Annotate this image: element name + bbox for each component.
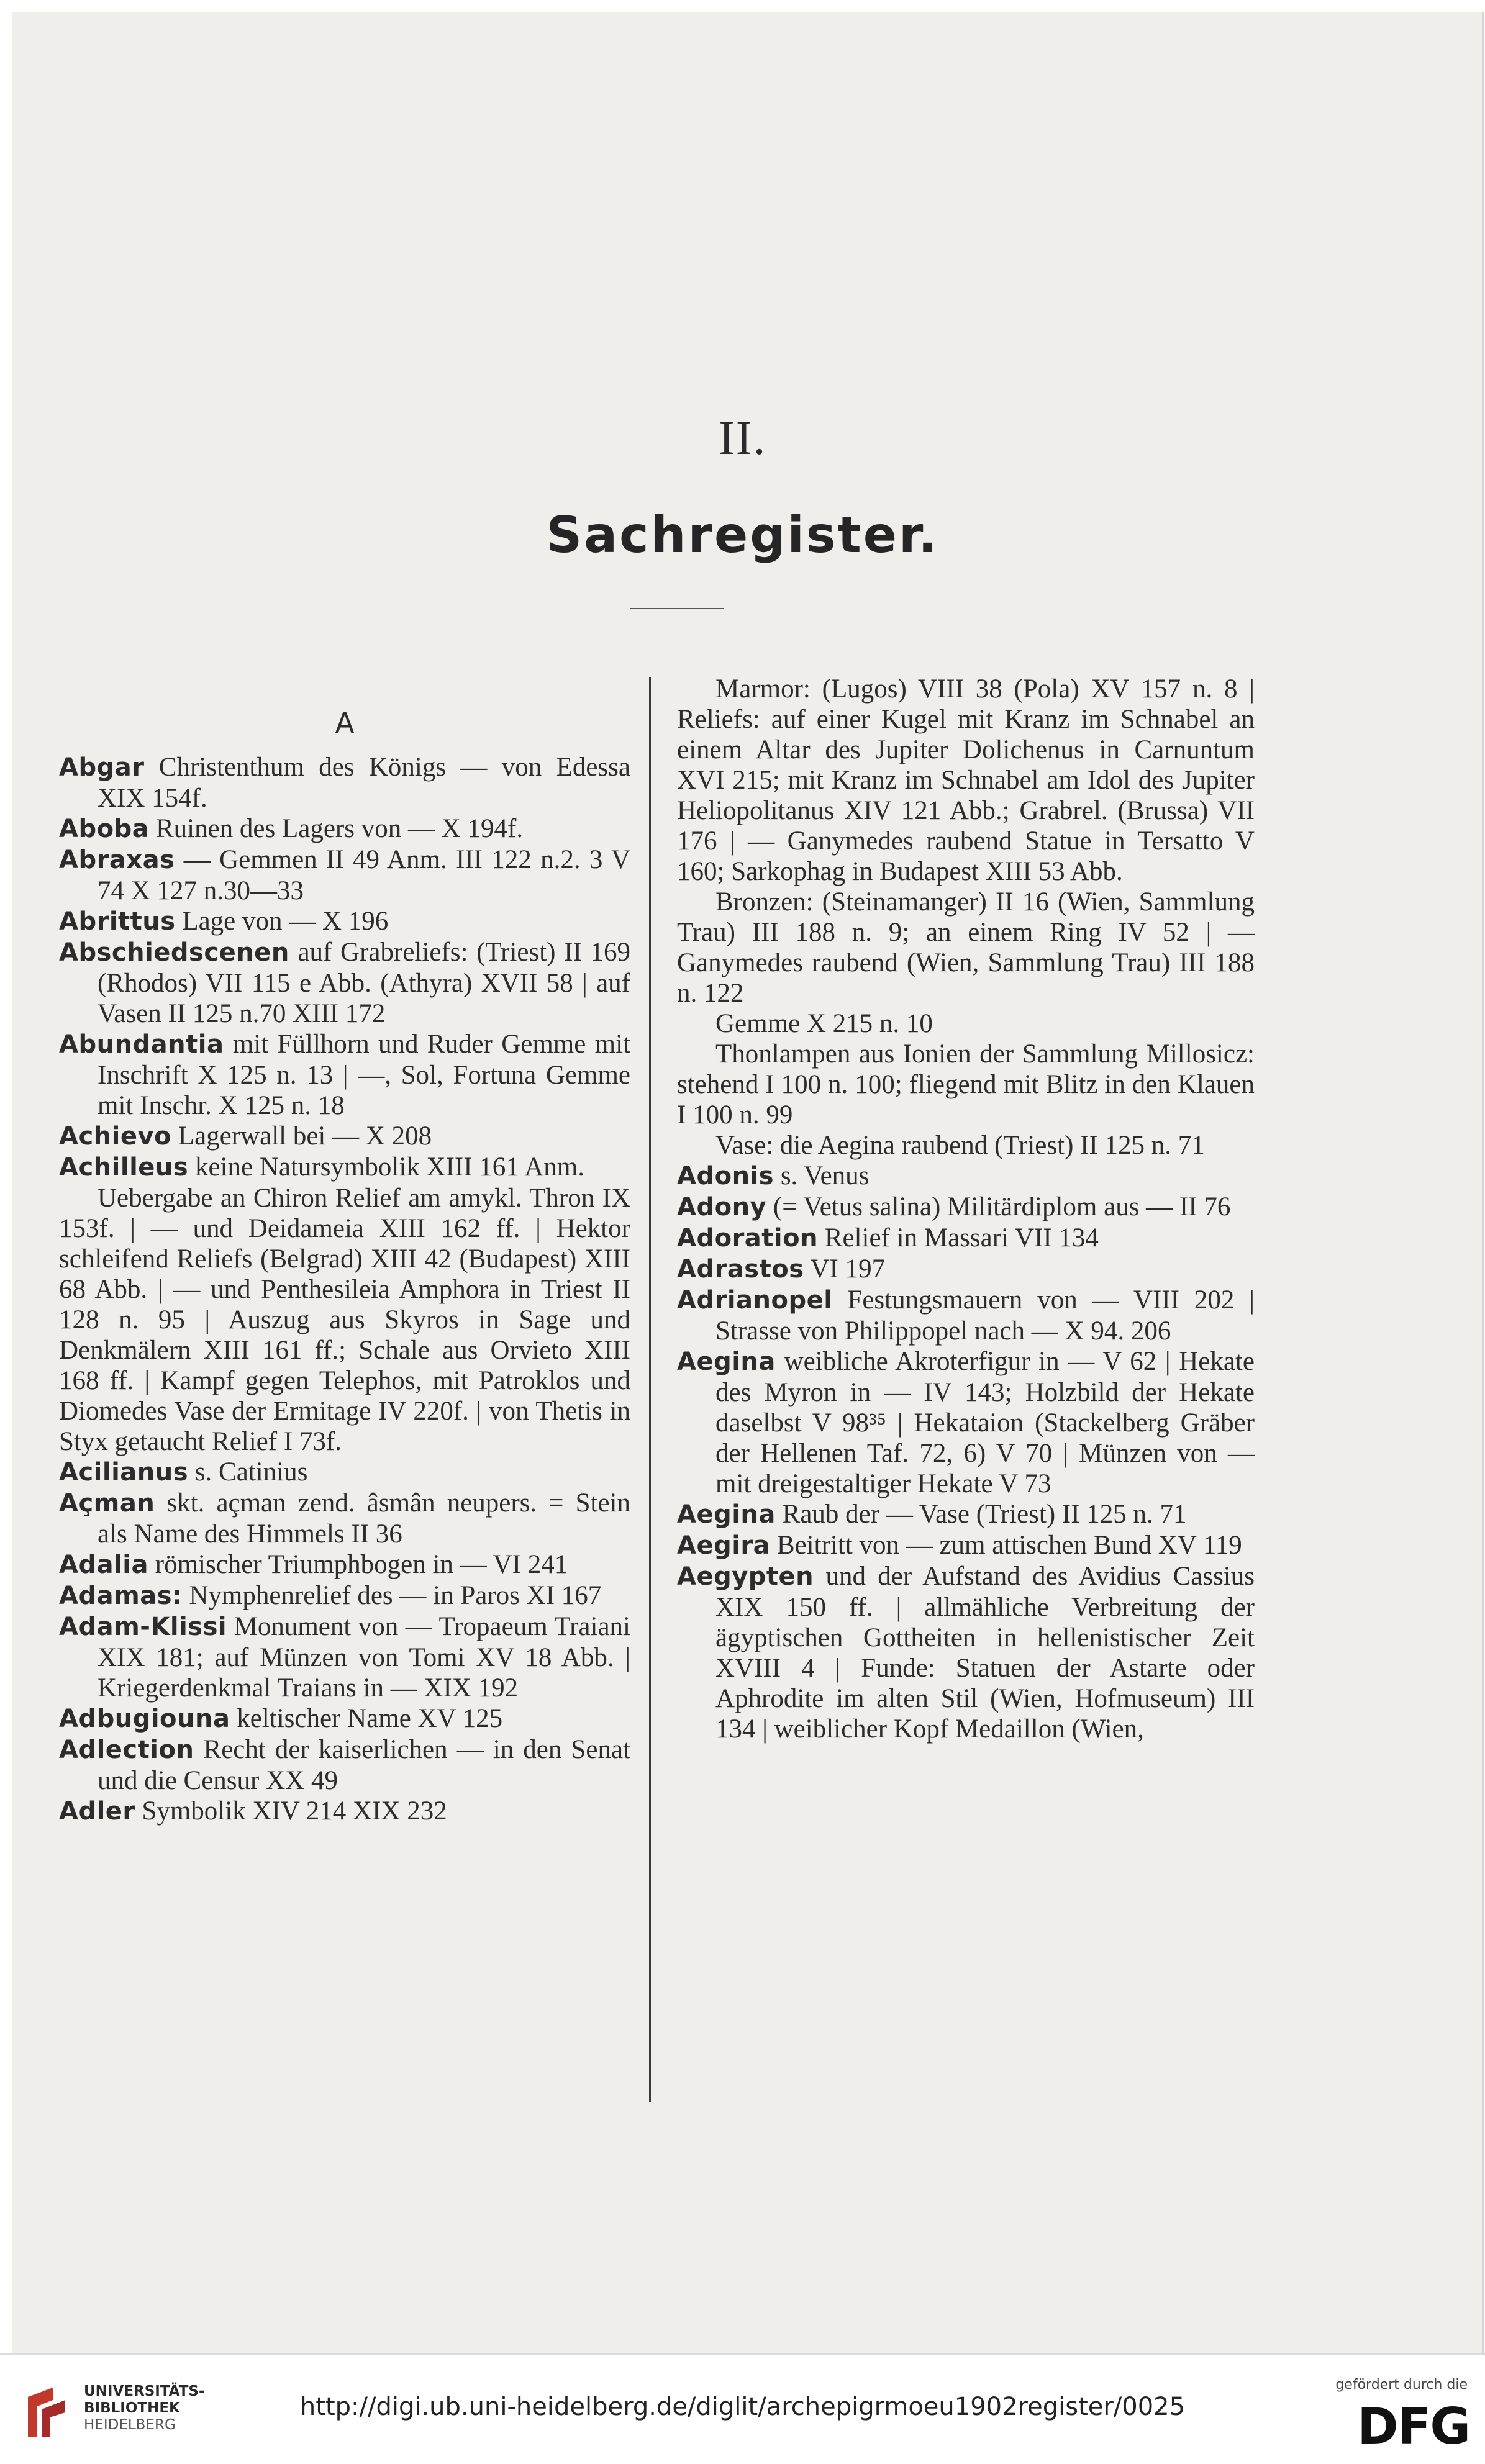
section-number: II. [718,410,767,464]
index-entry [59,1029,630,1121]
entry-keyword: Adony [677,1193,767,1221]
column-divider [649,677,651,2102]
entry-keyword: Adamas: [59,1582,183,1610]
entry-keyword: Adalia [59,1551,148,1579]
entry-keyword: Adler [59,1797,135,1826]
entry-keyword: Adlection [59,1736,194,1764]
entry-text: weibliche Akroterfigur in — V 62 | Hekate des Myron in — IV 143; Holzbild der Hekate daselbst V 98³⁵ | Hekataion (Stackelberg Gräber der Hellenen Taf. 72, 6) V 70 | Münzen von — mit dreigestaltiger Hekate V 73 [715,1347,1255,1498]
index-entry [59,1488,630,1549]
entry-text: keltischer Name XV 125 [230,1704,503,1733]
funding-label: gefördert durch die [1335,2377,1468,2393]
entry-text: Gemme X 215 n. 10 [715,1009,933,1038]
entry-text: Nymphenrelief des — in Paros XI 167 [182,1581,602,1610]
entry-text: (= Vetus salina) Militärdiplom aus — II 76 [766,1192,1231,1221]
entry-text: skt. açman zend. âsmân neupers. = Stein als Name des Himmels II 36 [98,1488,630,1549]
entry-keyword: Abschiedscenen [59,938,289,967]
entry-text: Raub der — Vase (Triest) II 125 n. 71 [775,1500,1187,1529]
index-entry [59,1549,630,1580]
index-entry [59,845,630,906]
entry-text: — Gemmen II 49 Anm. III 122 n.2. 3 V 74 X 127 n.30—33 [98,845,630,905]
page-title: Sachregister. [546,506,939,564]
index-entry [59,1796,630,1827]
entry-keyword: Adrastos [677,1255,804,1284]
entry-keyword: Aegira [677,1531,771,1560]
index-entry [59,752,630,813]
index-entry [59,906,630,937]
entry-text: mit Füllhorn und Ruder Gemme mit Inschrift X 125 n. 13 | —, Sol, Fortuna Gemme mit Inschr. X 125 n. 18 [98,1030,630,1120]
entry-keyword: Abrittus [59,907,176,936]
dfg-logo[interactable]: DFG [1357,2398,1469,2455]
index-entry [677,1223,1255,1254]
entry-text: römischer Triumphbogen in — VI 241 [148,1550,568,1579]
entry-keyword: Adbugiouna [59,1705,230,1733]
entry-keyword: Adam-Klissi [59,1613,227,1641]
index-entry [677,1530,1255,1561]
library-name-line2: BIBLIOTHEK [84,2400,180,2416]
entry-text: Recht der kaiserlichen — in den Senat und die Censur XX 49 [98,1735,630,1795]
entry-text: Symbolik XIV 214 XIX 232 [135,1796,447,1826]
entry-text: auf Grabreliefs: (Triest) II 169 (Rhodos) VII 115 e Abb. (Athyra) XVII 58 | auf Vasen II 125 n.70 XIII 172 [98,938,630,1028]
entry-keyword: Abgar [59,753,145,782]
permalink-url[interactable]: http://digi.ub.uni-heidelberg.de/diglit/archepigrmoeu1902register/0025 [299,2393,1186,2421]
index-entry [59,937,630,1029]
index-entry [59,1457,630,1488]
library-name-line1: UNIVERSITÄTS- [84,2383,205,2399]
entry-keyword: Aegypten [677,1562,814,1591]
index-entry [59,1580,630,1611]
entry-keyword: Adonis [677,1162,774,1190]
letter-heading: A [335,707,355,740]
entry-text: Beitritt von — zum attischen Bund XV 119 [770,1531,1242,1560]
entry-text: und der Aufstand des Avidius Cassius XIX 150 ff. | allmähliche Verbreitung der ägyptischen Gottheiten in hellenistischer Zeit XVIII 4 | Funde: Statuen der Astarte oder Aphrodite im alten Stil (Wien, Hofmuseum) III 134 | weiblicher Kopf Medaillon (Wien, [715,1562,1255,1744]
index-entry [677,1039,1255,1130]
left-entries [59,752,630,1827]
entry-text: Christenthum des Königs — von Edessa XIX 154f. [98,753,630,813]
left-column [59,674,630,1827]
entry-keyword: Aboba [59,815,150,843]
index-entry [59,1611,630,1703]
index-entry [677,674,1255,887]
library-name-line3: HEIDELBERG [84,2417,176,2433]
entry-text: s. Catinius [188,1457,308,1487]
entry-text: Bronzen: (Steinamanger) II 16 (Wien, Sammlung Trau) III 188 n. 9; an einem Ring IV 52 | — Ganymedes raubend (Wien, Sammlung Trau) III 188 n. 122 [677,887,1255,1008]
entry-keyword: Achilleus [59,1153,189,1182]
entry-keyword: Abraxas [59,846,175,874]
entry-keyword: Abundantia [59,1030,224,1059]
entry-text: Ruinen des Lagers von — X 194f. [149,814,524,843]
entry-text: keine Natursymbolik XIII 161 Anm. [188,1153,584,1182]
index-entry [677,1254,1255,1285]
entry-text: s. Venus [774,1161,870,1190]
entry-text: Marmor: (Lugos) VIII 38 (Pola) XV 157 n. 8 | Reliefs: auf einer Kugel mit Kranz im Schnabel an einem Altar des Jupiter Dolichenus in Carnuntum XVI 215; mit Kranz im Schnabel am Idol des Jupiter Heliopolitanus XIV 121 Abb.; Grabrel. (Brussa) VII 176 | — Ganymedes raubend Statue in Tersatto V 160; Sarkophag in Budapest XIII 53 Abb. [677,674,1255,886]
entry-text: Lage von — X 196 [175,907,389,936]
entry-text: Lagerwall bei — X 208 [171,1121,432,1151]
entry-keyword: Adrianopel [677,1286,833,1315]
entry-keyword: Açman [59,1489,155,1518]
entry-text: VI 197 [804,1254,886,1284]
index-entry [677,1285,1255,1346]
entry-text: Thonlampen aus Ionien der Sammlung Millosicz: stehend I 100 n. 100; fliegend mit Blitz in den Klauen I 100 n. 99 [677,1040,1255,1130]
index-entry [677,1008,1255,1039]
index-entry [677,1346,1255,1499]
index-entry [59,1703,630,1734]
index-entry [59,1183,630,1457]
digitization-footer [0,2353,1485,2464]
entry-text: Relief in Massari VII 134 [818,1223,1099,1252]
entry-keyword: Achievo [59,1122,172,1151]
entry-keyword: Adoration [677,1224,819,1252]
entry-keyword: Acilianus [59,1458,189,1487]
title-divider [630,608,724,609]
entry-text: Vase: die Aegina raubend (Triest) II 125 n. 71 [715,1131,1205,1160]
index-entry [677,1561,1255,1744]
index-entry [59,813,630,845]
entry-text: Uebergabe an Chiron Relief am amykl. Thron IX 153f. | — und Deidameia XIII 162 ff. | Hektor schleifend Reliefs (Belgrad) XIII 42 (Budapest) XIII 68 Abb. | — und Penthesileia Amphora in Triest II 128 n. 95 | Auszug aus Skyros in Sage und Denkmälern XIII 161 ff.; Schale aus Orvieto XIII 168 ff. | Kampf gegen Telephos, mit Patroklos und Diomedes Vase der Ermitage IV 220f. | von Thetis in Styx getaucht Relief I 73f. [59,1184,630,1456]
right-column [677,674,1255,1744]
index-entry [677,1130,1255,1161]
index-entry [59,1121,630,1152]
entry-text: Monument von — Tropaeum Traiani XIX 181; auf Münzen von Tomi XV 18 Abb. | Kriegerdenkmal Traians in — XIX 192 [98,1612,630,1703]
index-entry [677,1192,1255,1223]
index-entry [677,1499,1255,1530]
right-entries [677,674,1255,1744]
index-entry [677,1161,1255,1192]
entry-text: Festungsmauern von — VIII 202 | Strasse von Philippopel nach — X 94. 206 [715,1285,1255,1346]
entry-keyword: Aegina [677,1500,776,1529]
index-entry [59,1152,630,1183]
index-entry [59,1734,630,1796]
entry-keyword: Aegina [677,1348,776,1376]
index-entry [677,887,1255,1008]
